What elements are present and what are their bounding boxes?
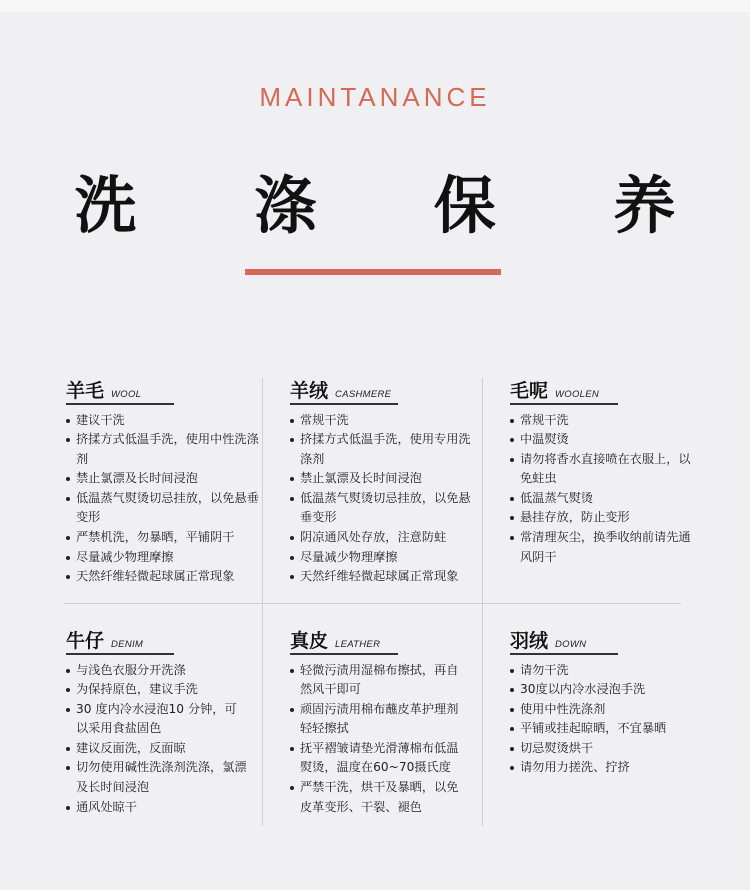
- care-card-woolen: [510, 376, 696, 567]
- care-item: 使用中性洗涤剂: [510, 700, 696, 720]
- care-list: [510, 661, 696, 779]
- card-rule: [66, 403, 174, 405]
- care-item: 请勿将香水直接喷在衣服上，以免蛀虫: [510, 450, 696, 489]
- care-item: 禁止氯漂及长时间浸泡: [290, 469, 476, 489]
- section-eyebrow: MAINTANANCE: [259, 82, 491, 112]
- care-item: 建议干洗: [66, 411, 266, 431]
- card-title-cn: 羊毛: [66, 380, 105, 402]
- care-item: 为保持原色，建议手洗: [66, 680, 248, 700]
- card-rule: [290, 403, 398, 405]
- card-title-cn: 羊绒: [290, 380, 329, 402]
- care-item: 常规干洗: [290, 411, 476, 431]
- card-rule: [290, 653, 398, 655]
- care-card-leather: [290, 626, 470, 817]
- care-card-cashmere: [290, 376, 476, 587]
- care-item: 常清理灰尘，换季收纳前请先通风阴干: [510, 528, 696, 567]
- care-item: 切勿使用碱性洗涤剂洗涤，氯漂及长时间浸泡: [66, 758, 248, 797]
- care-item: 通风处晾干: [66, 798, 248, 818]
- care-item: 与浅色衣服分开洗涤: [66, 661, 248, 681]
- card-rule: [510, 403, 618, 405]
- care-item: 挤揉方式低温手洗，使用中性洗涤剂: [66, 430, 266, 469]
- card-heading: [510, 626, 696, 652]
- care-item: 请勿用力搓洗、拧挤: [510, 758, 696, 778]
- care-item: 中温熨烫: [510, 430, 696, 450]
- care-item: 天然纤维轻微起球属正常现象: [66, 567, 266, 587]
- care-item: 低温蒸气熨烫: [510, 489, 696, 509]
- care-list: [290, 661, 470, 818]
- card-rule: [510, 653, 618, 655]
- care-item: 抚平褶皱请垫光滑薄棉布低温熨烫，温度在60~70摄氏度: [290, 739, 470, 778]
- card-title-en: WOOL: [111, 389, 142, 400]
- care-item: 悬挂存放，防止变形: [510, 508, 696, 528]
- card-heading: [66, 626, 248, 652]
- card-title-cn: 毛呢: [510, 380, 549, 402]
- care-item: 30 度内冷水浸泡10 分钟，可以采用食盐固色: [66, 700, 248, 739]
- card-title-en: DOWN: [555, 639, 587, 650]
- title-underline: [245, 269, 501, 275]
- card-title-en: CASHMERE: [335, 389, 392, 400]
- page-title: 洗 涤 保 养: [74, 169, 724, 242]
- care-item: 严禁干洗，烘干及暴晒，以免皮革变形、干裂、褪色: [290, 778, 470, 817]
- card-rule: [66, 653, 174, 655]
- card-title-cn: 真皮: [290, 630, 329, 652]
- card-title-en: LEATHER: [335, 639, 381, 650]
- card-title-cn: 牛仔: [66, 630, 105, 652]
- card-heading: [66, 376, 266, 402]
- care-card-wool: [66, 376, 266, 587]
- care-card-denim: [66, 626, 248, 817]
- divider-horizontal: [64, 603, 681, 604]
- care-list: [66, 661, 248, 818]
- care-item: 切忌熨烫烘干: [510, 739, 696, 759]
- care-item: 挤揉方式低温手洗，使用专用洗涤剂: [290, 430, 476, 469]
- care-card-down: [510, 626, 696, 778]
- care-item: 阴凉通风处存放，注意防蛀: [290, 528, 476, 548]
- care-item: 常规干洗: [510, 411, 696, 431]
- card-title-en: WOOLEN: [555, 389, 600, 400]
- top-band: [0, 0, 750, 12]
- card-heading: [290, 376, 476, 402]
- care-item: 顽固污渍用棉布蘸皮革护理剂轻轻擦拭: [290, 700, 470, 739]
- care-item: 低温蒸气熨烫切忌挂放，以免悬垂变形: [290, 489, 476, 528]
- divider-vertical-2: [482, 378, 483, 826]
- care-item: 天然纤维轻微起球属正常现象: [290, 567, 476, 587]
- care-list: [290, 411, 476, 587]
- card-title-cn: 羽绒: [510, 630, 549, 652]
- care-item: 30度以内冷水浸泡手洗: [510, 680, 696, 700]
- care-item: 轻微污渍用湿棉布擦拭，再自然风干即可: [290, 661, 470, 700]
- care-list: [66, 411, 266, 587]
- care-item: 低温蒸气熨烫切忌挂放，以免悬垂变形: [66, 489, 266, 528]
- care-item: 禁止氯漂及长时间浸泡: [66, 469, 266, 489]
- care-item: 尽量减少物理摩擦: [66, 548, 266, 568]
- care-item: 严禁机洗，勿暴晒，平铺阴干: [66, 528, 266, 548]
- care-item: 平铺或挂起晾晒，不宜暴晒: [510, 719, 696, 739]
- card-heading: [510, 376, 696, 402]
- care-item: 建议反面洗，反面晾: [66, 739, 248, 759]
- card-heading: [290, 626, 470, 652]
- care-item: 尽量减少物理摩擦: [290, 548, 476, 568]
- care-item: 请勿干洗: [510, 661, 696, 681]
- card-title-en: DENIM: [111, 639, 144, 650]
- care-list: [510, 411, 696, 568]
